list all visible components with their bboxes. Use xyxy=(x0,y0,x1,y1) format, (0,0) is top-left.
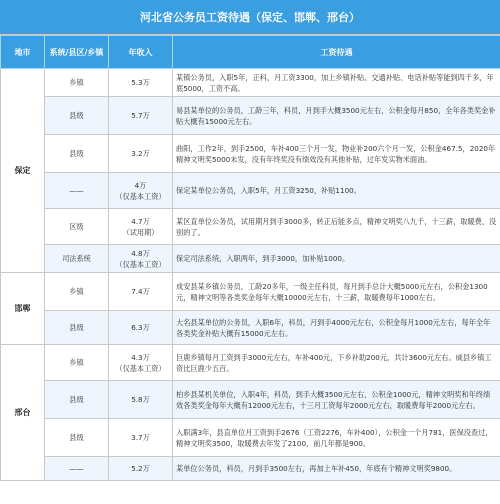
level-cell: 乡镇 xyxy=(45,69,109,97)
table-row xyxy=(1,273,500,311)
detail-cell: 某镇公务员，入职5年，正科，月工资3300，加上乡镇补贴、交通补贴、电话补贴等能到四千多，年底5000，工资不高。 xyxy=(173,69,500,97)
income-cell: 4.8万 （仅基本工资） xyxy=(109,245,173,273)
detail-cell: 某区直单位公务员，试用期月到手3000多，转正后能多点，精神文明奖八九千，十三薪，取暖费，没别的了。 xyxy=(173,209,500,245)
detail-cell: 易县某单位的公务员，工龄三年，科员，月到手大概3500元左右，公积金每月850，全年各类奖金补贴大概有15000元左右。 xyxy=(173,97,500,135)
income-cell: 5.7万 xyxy=(109,97,173,135)
table-row xyxy=(1,245,500,273)
table-row xyxy=(1,311,500,345)
city-cell-xingtai: 邢台 xyxy=(1,345,45,481)
header-income: 年收入 xyxy=(109,36,173,69)
income-cell: 6.3万 xyxy=(109,311,173,345)
detail-cell: 柏乡县某机关单位，入职4年，科员，到手大概3500元左右，公积金1000元，精神文明奖和年终绩效各类奖金每年大概有12000元左右，十三月工资每年2000元左右，取暖费每年2000元左右。 xyxy=(173,381,500,419)
income-cell: 5.2万 xyxy=(109,457,173,481)
salary-table xyxy=(0,35,500,481)
page-title: 河北省公务员工资待遇（保定、邯郸、邢台） xyxy=(0,0,500,35)
detail-cell: 大名县某单位的公务员，入职6年，科员，月到手4000元左右，公积金每月1000元左右，每年全年各类奖金补贴大概有15000元左右。 xyxy=(173,311,500,345)
table-header-row xyxy=(1,36,500,69)
level-cell: 县级 xyxy=(45,135,109,173)
table-row xyxy=(1,345,500,381)
header-detail: 工资待遇 xyxy=(173,36,500,69)
level-cell: —— xyxy=(45,173,109,209)
city-cell-baoding: 保定 xyxy=(1,69,45,273)
city-cell-handan: 邯郸 xyxy=(1,273,45,345)
level-cell: 乡镇 xyxy=(45,273,109,311)
income-cell: 7.4万 xyxy=(109,273,173,311)
detail-cell: 成安县某乡镇公务员，工龄20多年，一级主任科员，每月到手总计大概5000元左右，公积金1300元，精神文明等各类奖金每年大概10000元左右，十三薪，取暖费每年1000左右。 xyxy=(173,273,500,311)
header-city: 地市 xyxy=(1,36,45,69)
income-cell: 4.3万 （仅基本工资） xyxy=(109,345,173,381)
level-cell: 县级 xyxy=(45,311,109,345)
level-cell: 县级 xyxy=(45,419,109,457)
table-row xyxy=(1,381,500,419)
income-cell: 4万 （仅基本工资） xyxy=(109,173,173,209)
table-row xyxy=(1,135,500,173)
level-cell: 县级 xyxy=(45,381,109,419)
income-cell: 3.2万 xyxy=(109,135,173,173)
table-row xyxy=(1,457,500,481)
detail-cell: 保定某单位公务员，入职5年，月工资3250，补贴1100。 xyxy=(173,173,500,209)
table-row xyxy=(1,69,500,97)
level-cell: 司法系统 xyxy=(45,245,109,273)
level-cell: 县级 xyxy=(45,97,109,135)
income-cell: 3.7万 xyxy=(109,419,173,457)
table-row xyxy=(1,173,500,209)
table-row xyxy=(1,419,500,457)
detail-cell: 曲阳，工作2年，到手2500，车补400三个月一发，物业补200六个月一发，公积金467.5，2020年精神文明奖5000未发，没有年终奖没有绩效没有其他补贴，过年发实物米面油。 xyxy=(173,135,500,173)
level-cell: 乡镇 xyxy=(45,345,109,381)
table-row xyxy=(1,209,500,245)
income-cell: 5.8万 xyxy=(109,381,173,419)
detail-cell: 某单位公务员，科员，月到手3500左右，再加上车补450，年底有个精神文明奖9800。 xyxy=(173,457,500,481)
detail-cell: 入职满3年，县直单位月工资到手2676（工资2276，车补400），公积金一个月781，医保没查过，精神文明奖3500，取暖费去年发了2100，前几年都是900。 xyxy=(173,419,500,457)
header-level: 系统/县区/乡镇 xyxy=(45,36,109,69)
detail-cell: 巨鹿乡镇每月工资到手3000元左右，车补400元，下乡补助200元，共计3600元左右。威县乡镇工资比巨鹿少五百。 xyxy=(173,345,500,381)
level-cell: —— xyxy=(45,457,109,481)
income-cell: 5.3万 xyxy=(109,69,173,97)
income-cell: 4.7万 （试用期） xyxy=(109,209,173,245)
level-cell: 区级 xyxy=(45,209,109,245)
detail-cell: 保定司法系统，入职两年，到手3000，加补贴1000。 xyxy=(173,245,500,273)
table-row xyxy=(1,97,500,135)
